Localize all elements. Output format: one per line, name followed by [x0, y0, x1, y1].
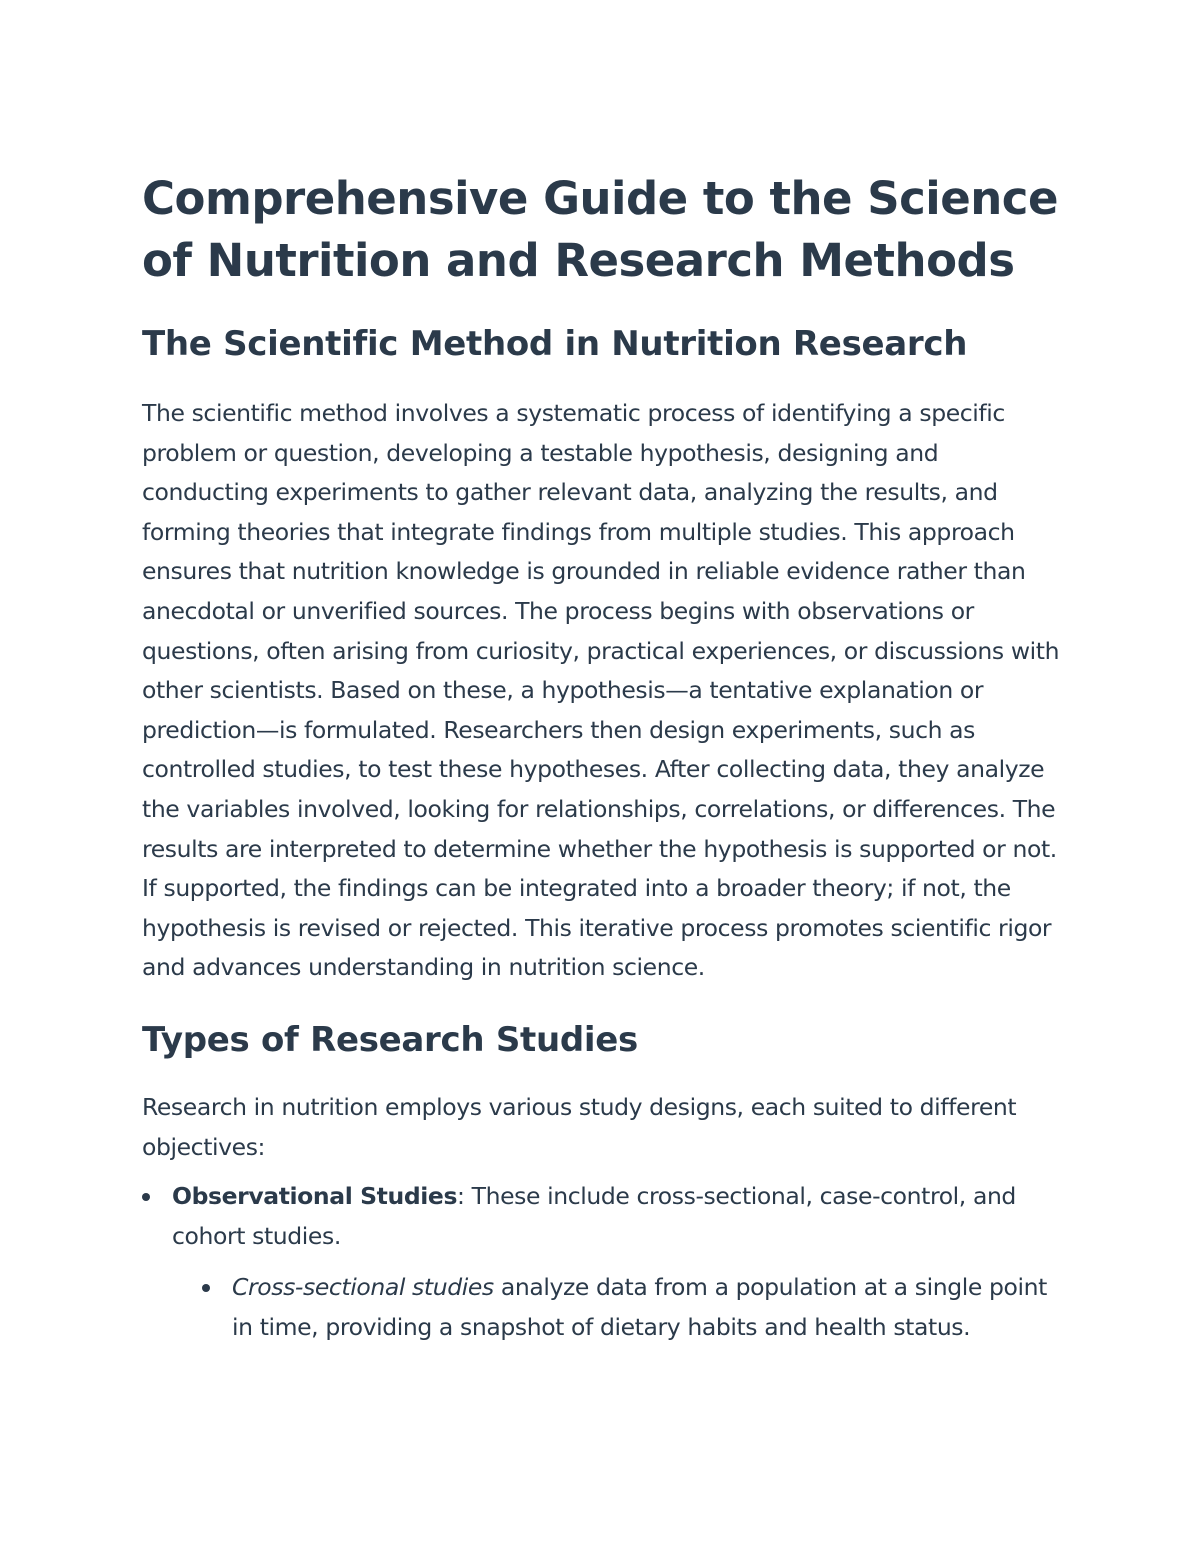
bullet-icon	[202, 1284, 210, 1292]
list-item-term: Observational Studies	[172, 1182, 458, 1211]
section-paragraph-scientific-method: The scientific method involves a systematic process of identifying a specific problem or question, developing a testable hypothesis, designing and conducting experiments to gather relevant data, analyzing the results, and forming theories that integrate findings from multiple studies. This approach ensures that nutrition knowledge is grounded in reliable evidence rather than anecdotal or unverified sources. The process begins with observations or questions, often arising from curiosity, practical experiences, or discussions with other scientists. Based on these, a hypothesis—a tentative explanation or prediction—is formulated. Researchers then design experiments, such as controlled studies, to test these hypotheses. After collecting data, they analyze the variables involved, looking for relationships, correlations, or differences. The results are interpreted to determine whether the hypothesis is supported or not. If supported, the findings can be integrated into a broader theory; if not, the hypothesis is revised or rejected. This iterative process promotes scientific rigor and advances understanding in nutrition science.	[142, 399, 1060, 982]
section-heading-research-studies: Types of Research Studies	[142, 1019, 638, 1060]
list-item-text: : These include cross-sectional, case-control, and cohort studies.	[172, 1182, 1016, 1250]
list-item-term: Cross-sectional studies	[232, 1273, 494, 1302]
document-page	[142, 168, 1062, 1347]
document-title: Comprehensive Guide to the Science of Nutrition and Research Methods	[142, 172, 1058, 287]
list-item	[202, 1268, 1062, 1347]
list-item-text: analyze data from a population at a single point in time, providing a snapshot of dietary habits and health status.	[232, 1273, 1047, 1341]
nested-list	[172, 1268, 1062, 1347]
section-paragraph-research-studies: Research in nutrition employs various study designs, each suited to different objectives:	[142, 1092, 1017, 1161]
study-types-list	[142, 1177, 1062, 1347]
list-item	[142, 1177, 1062, 1347]
section-heading-scientific-method: The Scientific Method in Nutrition Research	[142, 324, 968, 364]
bullet-icon	[142, 1193, 150, 1201]
